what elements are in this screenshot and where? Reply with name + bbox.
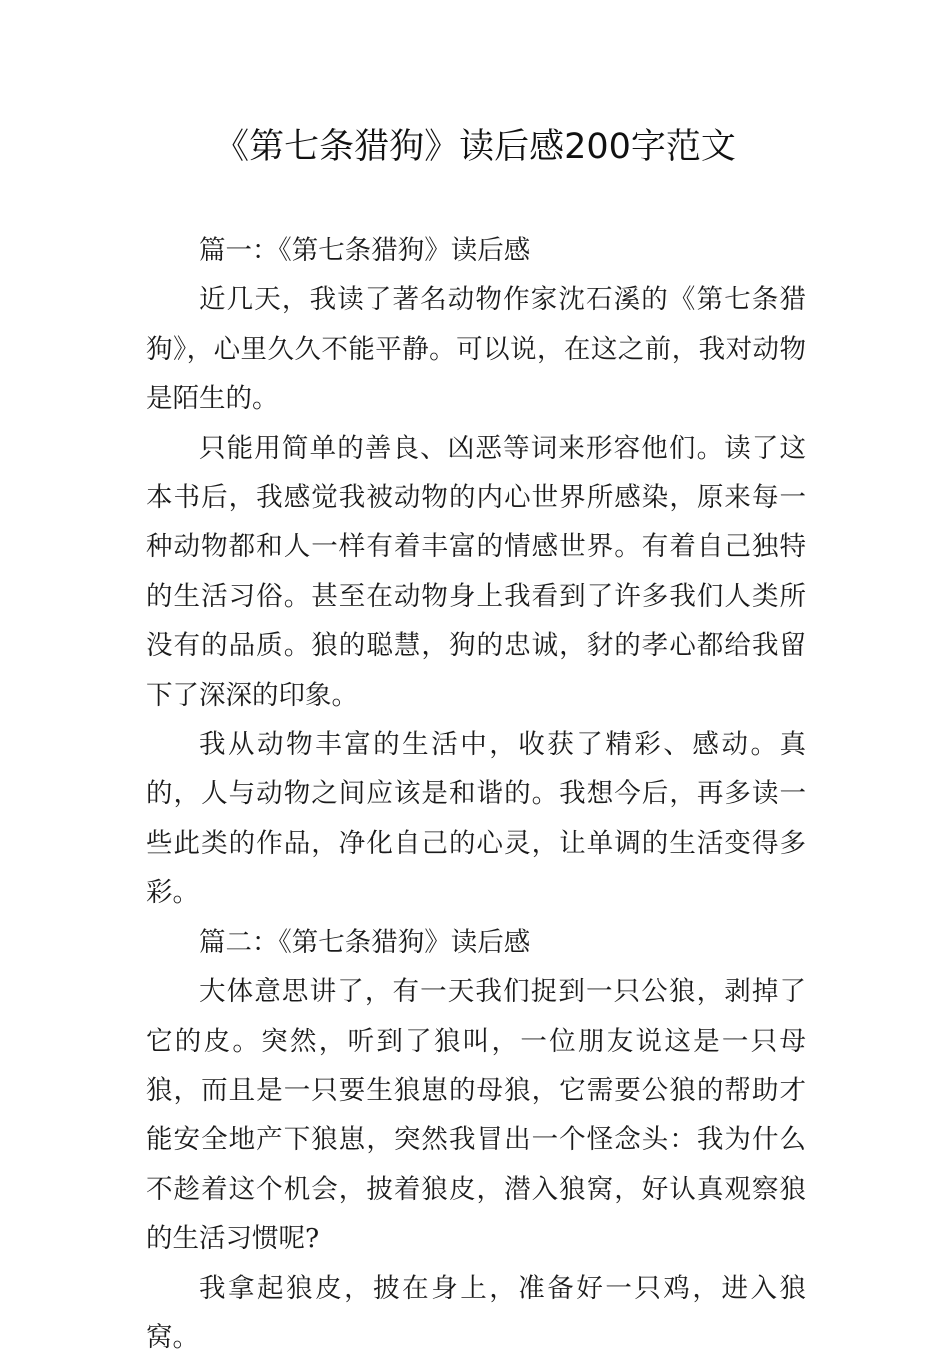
paragraph: 我拿起狼皮，披在身上，准备好一只鸡，进入狼窝。: [146, 1272, 806, 1353]
section-heading-1: 篇一：《第七条猎狗》读后感: [199, 235, 531, 266]
paragraph: 我从动物丰富的生活中，收获了精彩、感动。真的，人与动物之间应该是和谐的。我想今后，再多读一些此类的作品，净化自己的心灵，让单调的生活变得多彩。: [146, 729, 806, 909]
document-body: [146, 226, 806, 1362]
paragraph: 近几天，我读了著名动物作家沈石溪的《第七条猎狗》，心里久久不能平静。可以说，在这之前，我对动物是陌生的。: [146, 284, 806, 415]
paragraph: 只能用简单的善良、凶恶等词来形容他们。读了这本书后，我感觉我被动物的内心世界所感染，原来每一种动物都和人一样有着丰富的情感世界。有着自己独特的生活习俗。甚至在动物身上我看到了许多我们人类所没有的品质。狼的聪慧，狗的忠诚，豺的孝心都给我留下了深深的印象。: [146, 432, 806, 711]
document-title: 《第七条猎狗》读后感200字范文: [214, 127, 736, 167]
paragraph: 大体意思讲了，有一天我们捉到一只公狼，剥掉了它的皮。突然，听到了狼叫，一位朋友说这是一只母狼，而且是一只要生狼崽的母狼，它需要公狼的帮助才能安全地产下狼崽，突然我冒出一个怪念头：我为什么不趁着这个机会，披着狼皮，潜入狼窝，好认真观察狼的生活习惯呢?: [146, 976, 806, 1255]
section-heading-2: 篇二：《第七条猎狗》读后感: [199, 926, 531, 958]
